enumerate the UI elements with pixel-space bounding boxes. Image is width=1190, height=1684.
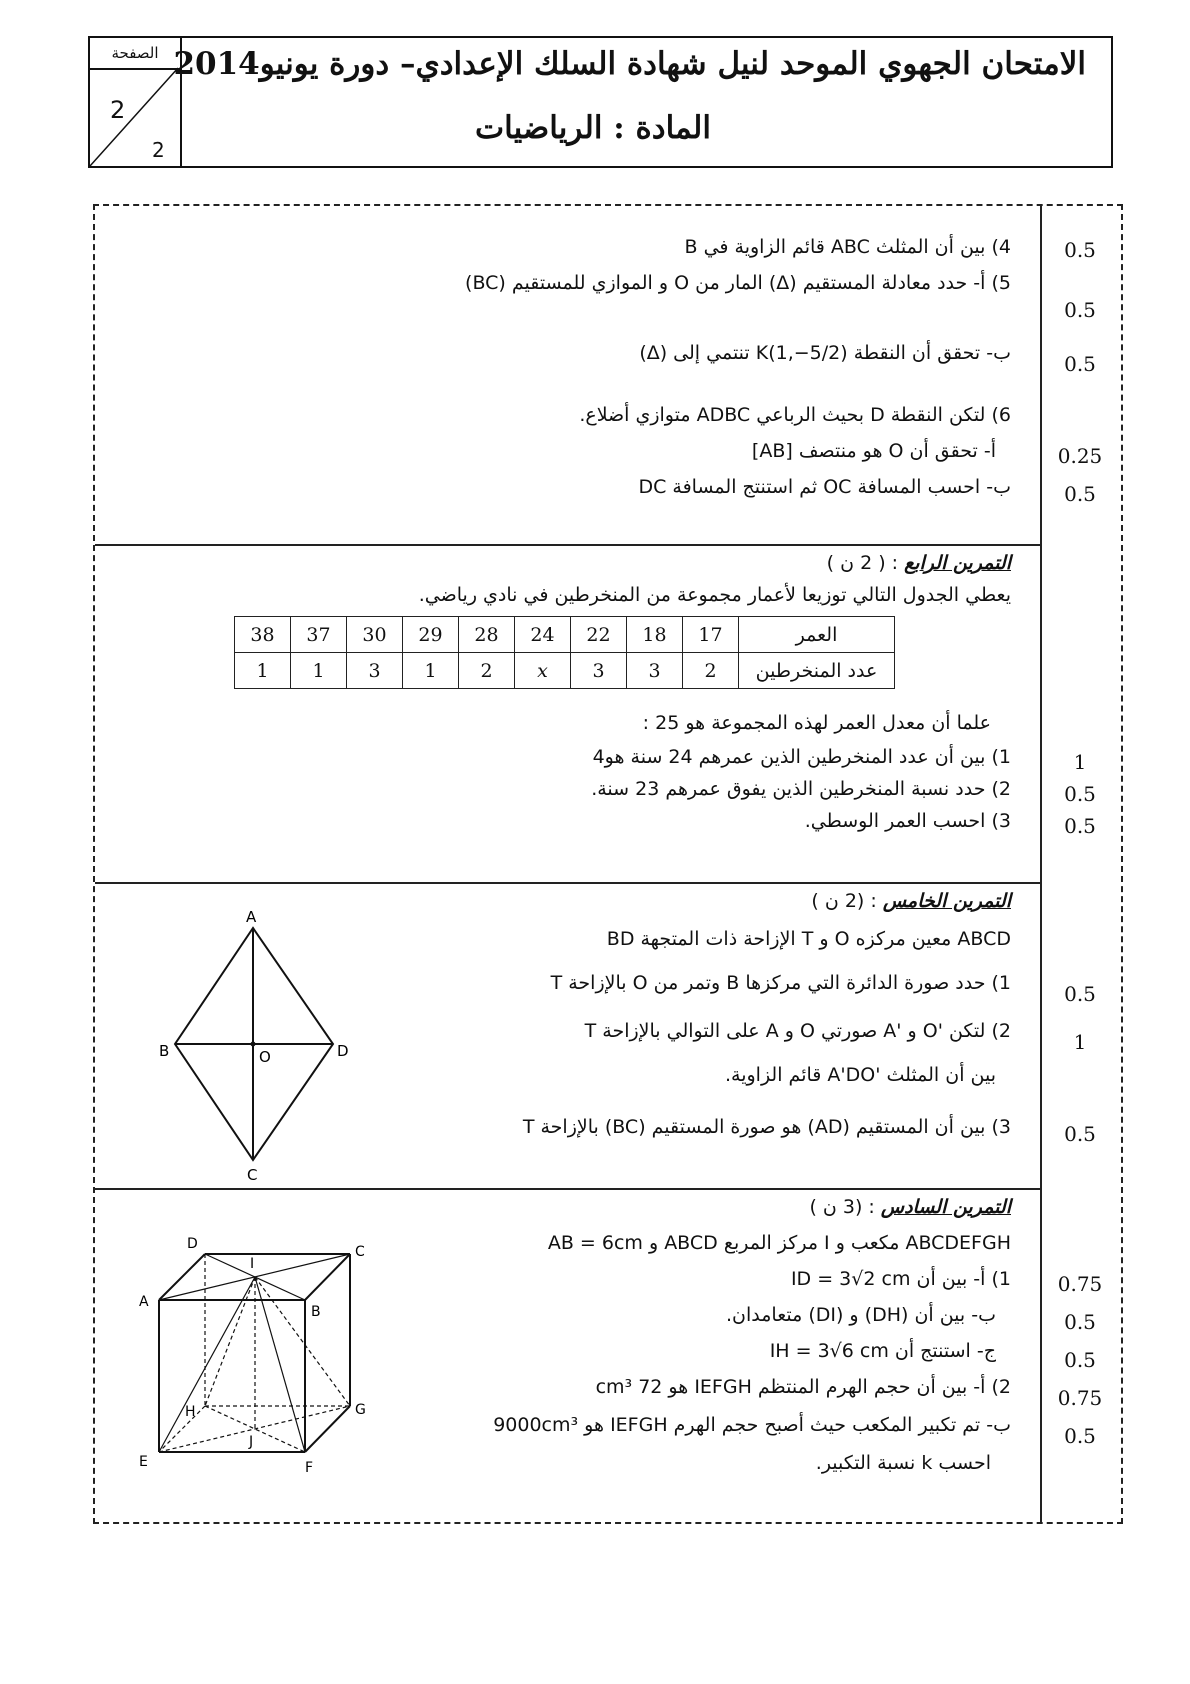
table-cell: 22	[571, 617, 627, 653]
section-divider	[95, 544, 1040, 546]
mark: 1	[1073, 750, 1087, 774]
mark: 0.5	[1064, 1424, 1096, 1448]
rhombus-figure	[145, 906, 355, 1184]
vertex-label: A	[139, 1294, 149, 1310]
table-cell: 3	[347, 653, 403, 689]
ex4-heading	[827, 552, 1011, 574]
ex6-q2a: 2) أ- بين أن حجم الهرم المنتظم IEFGH هو 72 cm³	[595, 1376, 1011, 1398]
ex4-q1: 1) بين أن عدد المنخرطين الذين عمرهم 24 سنة هو4	[592, 746, 1011, 768]
table-cell: 1	[403, 653, 459, 689]
table-cell: 24	[515, 617, 571, 653]
ex6-q1b: ب- بين أن (DH) و (DI) متعامدان.	[726, 1304, 996, 1326]
table-cell: 3	[627, 653, 683, 689]
table-cell: 18	[627, 617, 683, 653]
vertex-label: B	[159, 1042, 170, 1060]
table-cell: 2	[459, 653, 515, 689]
exam-subject: المادة : الرياضيات	[474, 110, 711, 146]
mark: 0.5	[1064, 1122, 1096, 1146]
vertex-label: F	[305, 1460, 314, 1476]
ex5-points: : (2 ن )	[811, 890, 877, 912]
section-divider	[95, 882, 1040, 884]
mark: 0.5	[1064, 482, 1096, 506]
vertex-label: D	[337, 1042, 349, 1060]
ex6-q2b2: احسب k نسبة التكبير.	[815, 1452, 991, 1474]
table-cell: 3	[571, 653, 627, 689]
table-cell: 37	[291, 617, 347, 653]
table-cell: x	[515, 653, 571, 689]
ex5-intro: ABCD معين مركزه O و T الإزاحة ذات المتجهة BD	[606, 928, 1011, 950]
ex3-q6a: أ- تحقق أن O هو منتصف [AB]	[751, 440, 996, 462]
ex4-points: : ( 2 ن )	[826, 552, 899, 574]
table-cell: 2	[683, 653, 739, 689]
ex3-q5a: 5) أ- حدد معادلة المستقيم (Δ) المار من O و الموازي للمستقيم (BC)	[465, 272, 1011, 294]
mark: 0.25	[1057, 444, 1103, 468]
mark: 0.5	[1064, 782, 1096, 806]
ex4-intro: يعطي الجدول التالي توزيعا لأعمار مجموعة من المنخرطين في نادي رياضي.	[418, 584, 1011, 606]
table-cell: 38	[235, 617, 291, 653]
vertex-label: O	[259, 1048, 271, 1066]
mark: 0.5	[1064, 298, 1096, 322]
mark: 0.5	[1064, 238, 1096, 262]
vertex-label: C	[355, 1244, 365, 1260]
mark: 0.5	[1064, 352, 1096, 376]
mark: 0.5	[1064, 982, 1096, 1006]
table-row-header: عدد المنخرطين	[739, 653, 895, 689]
vertex-label: I	[250, 1256, 255, 1272]
ex4-title: التمرين الرابع	[904, 552, 1011, 574]
vertex-label: A	[246, 908, 257, 926]
table-cell: 17	[683, 617, 739, 653]
section-divider	[95, 1188, 1040, 1190]
ex3-q6b: ب- احسب المسافة OC ثم استنتج المسافة DC	[638, 476, 1011, 498]
ex3-q4: 4) بين أن المثلث ABC قائم الزاوية في B	[684, 236, 1011, 258]
ex5-title: التمرين الخامس	[882, 890, 1011, 912]
table-cell: 30	[347, 617, 403, 653]
ex6-title: التمرين السادس	[880, 1196, 1011, 1218]
mark: 1	[1073, 1030, 1087, 1054]
ex3-q6: 6) لتكن النقطة D بحيث الرباعي ADBC متوازي أضلاع.	[579, 404, 1011, 426]
page-box-diagonal	[90, 68, 180, 166]
mark: 0.5	[1064, 1348, 1096, 1372]
mark: 0.75	[1057, 1272, 1103, 1296]
ex5-q3: 3) بين أن المستقيم (AD) هو صورة المستقيم (BC) بالإزاحة T	[522, 1116, 1011, 1138]
table-cell: 1	[291, 653, 347, 689]
exam-title: الامتحان الجهوي الموحد لنيل شهادة السلك الإعدادي– دورة يونيو2014	[173, 46, 1086, 82]
ex5-q1: 1) حدد صورة الدائرة التي مركزها B وتمر من O بالإزاحة T	[550, 972, 1011, 994]
vertex-label: G	[355, 1402, 366, 1418]
exam-header	[88, 36, 1113, 168]
exercises-frame	[93, 204, 1123, 1524]
page-number-box	[90, 38, 182, 166]
ex4-q2: 2) حدد نسبة المنخرطين الذين يفوق عمرهم 23 سنة.	[591, 778, 1011, 800]
vertex-label: D	[187, 1236, 198, 1252]
mark: 0.5	[1064, 814, 1096, 838]
ex6-q1a: 1) أ- بين أن ID = 3√2 cm	[790, 1268, 1011, 1290]
vertex-label: B	[311, 1304, 321, 1320]
table-cell: 28	[459, 617, 515, 653]
mark: 0.75	[1057, 1386, 1103, 1410]
table-cell: 29	[403, 617, 459, 653]
ex5-heading	[811, 890, 1011, 912]
ex3-q5b: ب- تحقق أن النقطة K(1,−5/2) تنتمي إلى (Δ)	[639, 342, 1011, 364]
vertex-label: J	[249, 1434, 254, 1450]
cube-figure	[135, 1216, 405, 1476]
table-row	[235, 617, 895, 653]
ages-table	[234, 616, 895, 689]
vertex-label: C	[247, 1166, 258, 1184]
ex4-q3: 3) احسب العمر الوسطي.	[804, 810, 1011, 832]
page-label: الصفحة	[90, 38, 180, 70]
ex6-heading	[809, 1196, 1011, 1218]
mark: 0.5	[1064, 1310, 1096, 1334]
vertex-label: E	[139, 1454, 148, 1470]
ex5-q2: 2) لتكن 'O و 'A صورتي O و A على التوالي بالإزاحة T	[584, 1020, 1011, 1042]
table-row-header: العمر	[739, 617, 895, 653]
page-current: 2	[110, 96, 126, 124]
ex6-q1c: ج- استنتج أن IH = 3√6 cm	[769, 1340, 996, 1362]
ex6-intro: ABCDEFGH مكعب و I مركز المربع ABCD و AB = 6cm	[547, 1232, 1011, 1254]
ex6-points: : (3 ن )	[809, 1196, 875, 1218]
table-row	[235, 653, 895, 689]
vertex-label: H	[185, 1404, 196, 1420]
marks-column-divider	[1040, 206, 1042, 1522]
ex5-q2b: بين أن المثلث 'A'DO قائم الزاوية.	[724, 1064, 996, 1086]
ex4-given: علما أن معدل العمر لهذه المجموعة هو 25 :	[642, 712, 991, 734]
table-cell: 1	[235, 653, 291, 689]
page-total: 2	[152, 138, 165, 162]
ex6-q2b: ب- تم تكبير المكعب حيث أصبح حجم الهرم IEFGH هو 9000cm³	[493, 1414, 1011, 1436]
